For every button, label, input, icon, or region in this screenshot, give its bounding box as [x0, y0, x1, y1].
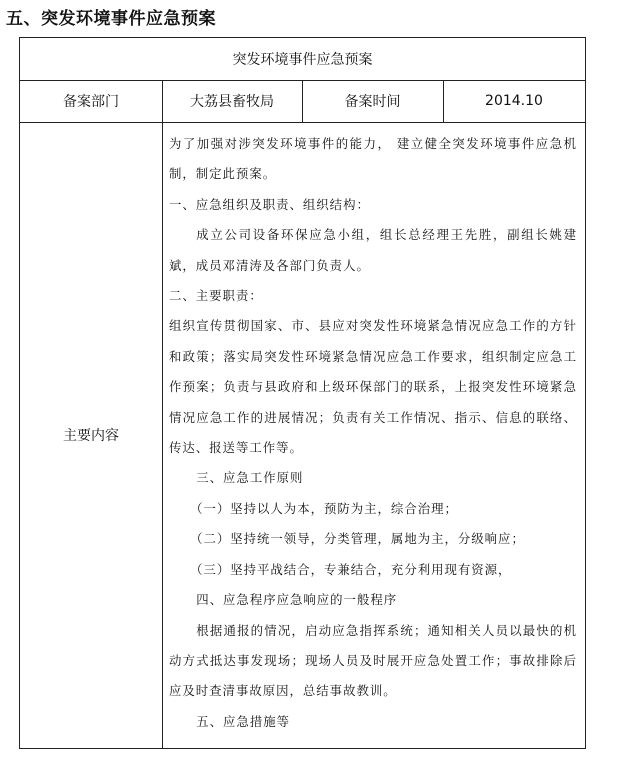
- time-value: 2014.10: [485, 93, 543, 109]
- content-paragraph: 一、应急组织及职责、组织结构：: [169, 196, 370, 212]
- content-paragraph: （二）坚持统一领导，分类管理，属地为主，分级响应；: [190, 531, 525, 547]
- table-title: 突发环境事件应急预案: [232, 52, 373, 68]
- record-table: [19, 37, 586, 749]
- content-paragraph: 四、应急程序应急响应的一般程序: [196, 592, 398, 608]
- content-paragraph: 根据通报的情况，启动应急指挥系统；通知相关人员以最快的机动方式抵达事发现场；现场人员及时展开应急处置工作；事故排除后应及时查清事故原因，总结事故教训。: [169, 622, 577, 699]
- content-paragraph: 成立公司设备环保应急小组，组长总经理王先胜，副组长姚建斌，成员邓清涛及各部门负责人。: [169, 227, 577, 273]
- content-paragraph: 二、主要职责：: [169, 288, 263, 304]
- content-paragraph: 为了加强对涉突发环境事件的能力， 建立健全突发环境事件应急机制，制定此预案。: [169, 136, 577, 182]
- content-body: [163, 123, 585, 748]
- content-paragraph: 五、应急措施等: [196, 713, 290, 729]
- content-paragraph: 三、应急工作原则: [196, 470, 304, 486]
- content-paragraph: （一）坚持以人为本，预防为主，综合治理；: [190, 500, 458, 516]
- time-label: 备案时间: [344, 94, 401, 110]
- content-paragraph: （三）坚持平战结合，专兼结合，充分利用现有资源，: [190, 561, 512, 577]
- department-label: 备案部门: [63, 94, 119, 110]
- department-value: 大荔县畜牧局: [190, 94, 274, 110]
- content-paragraph: 组织宣传贯彻国家、市、县应对突发性环境紧急情况应急工作的方针和政策；落实局突发性环境紧急情况应急工作要求，组织制定应急工作预案；负责与县政府和上级环保部门的联系，上报突发性环境紧急情况应急工作的进展情况；负责有关工作情况、指示、信息的联络、传达、报送等工作等。: [169, 318, 577, 456]
- content-label: 主要内容: [63, 428, 119, 444]
- section-heading: 五、突发环境事件应急预案: [6, 9, 216, 29]
